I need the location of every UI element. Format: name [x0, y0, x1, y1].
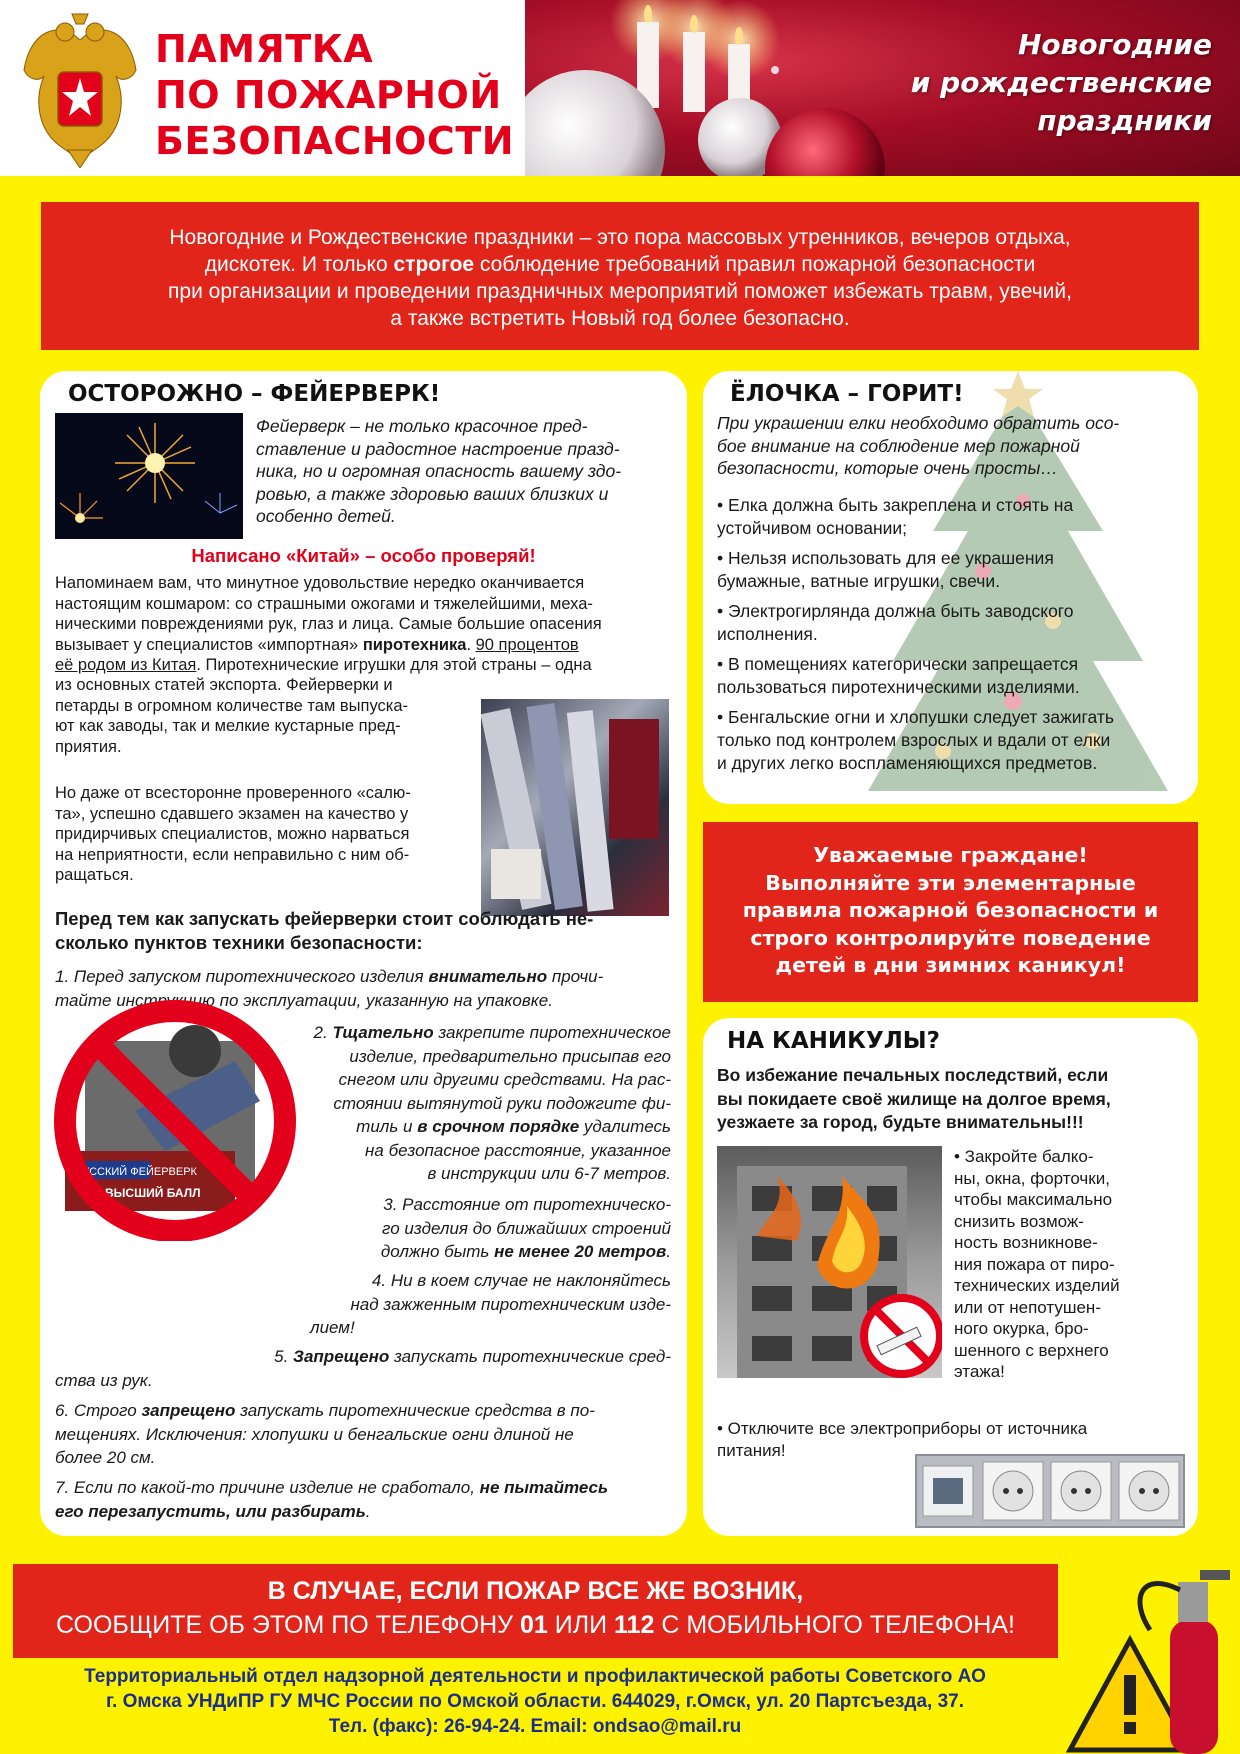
step-text: запускать пиротехнические средства в по-	[235, 1401, 595, 1420]
bullet-line: пользоваться пиротехническими изделиями.	[717, 677, 1080, 697]
para-line: та», успешно сдавшего экзамен на качество у	[55, 804, 409, 823]
header-left	[0, 0, 525, 176]
burning-building-photo	[717, 1146, 942, 1378]
mchs-emblem-icon	[20, 10, 140, 168]
power-sockets-icon	[917, 1456, 1183, 1526]
header-subtitle	[832, 26, 1212, 140]
tree-bullet	[717, 600, 1187, 646]
para-line	[55, 635, 671, 656]
intro-line: Новогодние и Рождественские праздники – это пора массовых утренников, вечеров отдыха,	[169, 226, 1071, 249]
intro-text: дискотек. И только	[204, 253, 394, 276]
rules-heading-line: Перед тем как запускать фейерверки стоит соблюдать не-	[55, 908, 594, 929]
step-emphasis: запрещено	[141, 1401, 236, 1420]
step-text: 2.	[313, 1023, 333, 1042]
lead-line: вы покидаете своё жилище на долгое время,	[717, 1088, 1111, 1109]
para-line: петарды в огромном количестве там выпуска-	[55, 696, 409, 715]
para-line: приятия.	[55, 737, 122, 756]
step-6	[55, 1399, 671, 1470]
bullet-line: устойчивом основании;	[717, 518, 908, 538]
tree-bullet	[717, 547, 1187, 593]
lead-line: безопасности, которые очень просты…	[717, 458, 1058, 478]
intro-line: при организации и проведении праздничных мероприятий поможет избежать травм, увечий,	[168, 280, 1072, 303]
building-fire-image	[717, 1146, 942, 1378]
fire-extinguisher-icon	[1060, 1560, 1240, 1754]
bullet-line: • Елка должна быть закреплена и стоять на	[717, 495, 1074, 515]
step-line	[320, 1240, 671, 1264]
bullet-line: только под контролем взрослых и вдали от елки	[717, 730, 1111, 750]
subtitle-line: Новогодние	[1017, 28, 1212, 61]
step-text: удалитесь	[579, 1117, 671, 1136]
notice-text	[703, 842, 1198, 980]
no-fireworks-sign-icon	[45, 991, 300, 1241]
lead-line: Фейерверк – не только красочное пред-	[256, 416, 588, 436]
intro-emphasis: строгое	[393, 253, 475, 276]
citizens-notice	[703, 822, 1198, 1002]
step-line: изделие, предварительно присыпав его	[349, 1046, 671, 1066]
bullet-line: исполнения.	[717, 624, 818, 644]
para-line: Напоминаем вам, что минутное удовольствие нередко оканчивается	[55, 574, 585, 592]
bullet-line: или от непотушен-	[954, 1297, 1101, 1317]
step-2	[286, 1021, 671, 1186]
alert-text: СООБЩИТЕ ОБ ЭТОМ ПО ТЕЛЕФОНУ	[56, 1611, 520, 1639]
pyrotechnics-photo	[481, 699, 669, 916]
title-line: ПО ПОЖАРНОЙ	[155, 73, 502, 117]
alert-text: С МОБИЛЬНОГО ТЕЛЕФОНА!	[654, 1611, 1015, 1639]
intro-line: а также встретить Новый год более безопасно.	[390, 307, 850, 330]
bullet-line: • Отключите все электроприборы от источника	[717, 1419, 1088, 1438]
bullet-line: ны, окна, форточки,	[954, 1168, 1110, 1188]
step-text: прочи-	[547, 967, 604, 986]
step-line: над зажженным пиротехническим изде-	[350, 1294, 671, 1314]
fireworks-panel	[40, 371, 687, 1536]
step-line: 3. Расстояние от пиротехническо-	[383, 1195, 671, 1214]
notice-line: Уважаемые граждане!	[813, 843, 1088, 867]
footer-line: Тел. (факс): 26-94-24. Email: ondsao@mail.ru	[328, 1716, 742, 1737]
bullet-line: ния пожара от пиро-	[954, 1254, 1115, 1274]
lead-line: Во избежание печальных последствий, если	[717, 1065, 1109, 1085]
step-line: стоянии вытянутой руки подожгите фи-	[333, 1093, 671, 1113]
rules-heading	[55, 907, 671, 955]
lead-line: особенно детей.	[256, 506, 396, 526]
bullet-line: • Бенгальские огни и хлопушки следует зажигать	[717, 707, 1115, 727]
holiday-panel	[703, 1018, 1198, 1536]
header	[0, 0, 1240, 176]
fireworks-lead	[256, 415, 668, 528]
step-emphasis: внимательно	[428, 967, 548, 986]
step-line: 4. Ни в коем случае не наклоняйтесь	[371, 1271, 671, 1290]
step-emphasis: Тщательно	[332, 1023, 434, 1042]
para-line: придирчивых специалистов, можно нарваться	[55, 825, 410, 843]
footer-contacts	[20, 1664, 1050, 1739]
step-text: .	[365, 1501, 371, 1521]
para-line: ращаться.	[55, 866, 134, 884]
bullet-line: • Закройте балко-	[954, 1147, 1094, 1166]
box-label: РУССКИЙ ФЕЙЕРВЕРК	[75, 1166, 197, 1178]
bullet-line: снизить возмож-	[954, 1211, 1084, 1231]
para-line: ют как заводы, так и мелкие кустарные пред-	[55, 717, 401, 735]
fireworks-heading: ОСТОРОЖНО – ФЕЙЕРВЕРК!	[68, 381, 441, 407]
fireworks-para1	[55, 573, 671, 676]
step-7	[55, 1476, 671, 1523]
step-text: .	[666, 1242, 671, 1261]
para-line: ническими повреждениями рук, глаз и лица. Самые большие опасения	[55, 615, 602, 633]
china-warning: Написано «Китай» – особо проверяй!	[191, 545, 536, 566]
step-line	[55, 1345, 671, 1369]
step-text: должно быть	[380, 1242, 495, 1261]
lead-line: ровью, а также здоровью ваших близких и	[256, 483, 609, 504]
phone-number: 112	[614, 1611, 655, 1639]
bullet-line: технических изделий	[954, 1276, 1120, 1295]
step-emphasis: не менее 20 метров	[494, 1242, 667, 1261]
step-5	[55, 1345, 671, 1392]
step-line: тайте инструкцию по эксплуатации, указанную на упаковке.	[55, 990, 553, 1010]
lead-line: При украшении елки необходимо обратить осо-	[717, 413, 1120, 433]
step-line: ства из рук.	[55, 1370, 153, 1390]
bullet-line: ность возникнове-	[954, 1233, 1098, 1252]
bullet-line: и других легко воспламеняющихся предметов.	[717, 753, 1098, 773]
rules-heading-line: сколько пунктов техники безопасности:	[55, 932, 423, 953]
step-line	[55, 965, 671, 989]
subtitle-line: и рождественские	[910, 66, 1212, 99]
step-emphasis: его перезапустить, или разбирать	[55, 1501, 366, 1521]
emergency-alert	[13, 1564, 1058, 1658]
page-title	[155, 26, 515, 164]
step-line: на безопасное расстояние, указанное	[365, 1140, 671, 1160]
step-line	[286, 1115, 671, 1139]
fireworks-para1-rest	[55, 675, 475, 757]
phone-number: 01	[519, 1611, 548, 1639]
tree-bullet	[717, 653, 1187, 699]
bullet-line: бумажные, ватные игрушки, свечи.	[717, 571, 1001, 591]
bullet-line: шенного с верхнего	[954, 1340, 1109, 1360]
step-line	[55, 1399, 671, 1423]
step-line: лием!	[310, 1318, 355, 1337]
tree-bullets	[717, 494, 1187, 782]
alert-text: ИЛИ	[547, 1611, 615, 1639]
step-line: снегом или другими средствами. На рас-	[338, 1070, 671, 1089]
step-3	[320, 1193, 671, 1264]
fireworks-photo	[55, 413, 243, 539]
para-line: Но даже от всесторонне проверенного «салю-	[55, 784, 411, 802]
para-text: вызывает у специалистов «импортная»	[55, 635, 363, 654]
step-text: тиль и	[356, 1117, 418, 1136]
holiday-heading: НА КАНИКУЛЫ?	[727, 1028, 940, 1054]
bullet-line: • В помещениях категорически запрещается	[717, 654, 1079, 674]
bullet-line: • Нельзя использовать для ее украшения	[717, 548, 1054, 568]
fireworks-para2	[55, 783, 475, 886]
bullet-line: чтобы максимально	[954, 1190, 1113, 1209]
notice-line: детей в дни зимних каникул!	[775, 953, 1126, 977]
bullet-line: ного окурка, бро-	[954, 1319, 1089, 1338]
bullet-line: • Электрогирлянда должна быть заводского	[717, 601, 1074, 621]
para-underline: 90 процентов	[475, 635, 579, 654]
step-line: в инструкции или 6-7 метров.	[427, 1164, 671, 1183]
lead-line: ставление и радостное настроение празд-	[256, 438, 620, 459]
step-text: 7. Если по какой-то причине изделие не сработало,	[55, 1478, 480, 1497]
holiday-lead	[717, 1064, 1187, 1135]
para-text: .	[466, 635, 476, 654]
footer-line: Территориальный отдел надзорной деятельности и профилактической работы Советского АО	[84, 1666, 986, 1687]
power-sockets-photo	[915, 1454, 1185, 1528]
footer-line: г. Омска УНДиПР ГУ МЧС России по Омской области. 644029, г.Омск, ул. 20 Партсъезда, 37.	[106, 1691, 964, 1712]
step-line: го изделия до ближайших строений	[382, 1218, 671, 1238]
para-underline: её родом из Китая	[55, 656, 197, 674]
step-text: 1. Перед запуском пиротехнического изделия	[55, 967, 429, 986]
step-line: мещениях. Исключения: хлопушки и бенгальские огни длиной не	[55, 1424, 574, 1444]
para-line	[55, 655, 671, 676]
para-line: на неприятности, если неправильно с ним об-	[55, 845, 410, 864]
para-emphasis: пиротехника	[362, 635, 467, 654]
bullet-line: питания!	[717, 1441, 786, 1460]
title-line: ПАМЯТКА	[155, 27, 374, 71]
intro-banner	[41, 202, 1199, 350]
para-line: из основных статей экспорта. Фейерверки и	[55, 676, 393, 694]
para-text: . Пиротехнические игрушки для этой страны – одна	[196, 656, 592, 674]
intro-line	[71, 251, 1169, 278]
step-line	[286, 1021, 671, 1045]
step-text: закрепите пиротехническое	[433, 1023, 671, 1042]
fireworks-image	[55, 413, 243, 539]
alert-line: В СЛУЧАЕ, ЕСЛИ ПОЖАР ВСЕ ЖЕ ВОЗНИК,	[267, 1577, 804, 1605]
tree-heading: ЁЛОЧКА – ГОРИТ!	[730, 381, 964, 407]
tree-bullet	[717, 706, 1187, 775]
lead-line: уезжаете за город, будьте внимательны!!!	[717, 1112, 1084, 1132]
step-emphasis: не пытайтесь	[479, 1478, 609, 1497]
intro-text: соблюдение требований правил пожарной безопасности	[474, 253, 1036, 276]
step-text: запускать пиротехнические сред-	[389, 1347, 671, 1366]
lead-line: ника, но и огромная опасность вашему здо-	[256, 461, 622, 481]
title-line: БЕЗОПАСНОСТИ	[155, 119, 515, 163]
bullet-line: этажа!	[954, 1362, 1005, 1381]
step-emphasis: Запрещено	[293, 1347, 390, 1366]
step-emphasis: в срочном порядке	[417, 1117, 580, 1136]
para-line: настоящим кошмаром: со страшными ожогами и тяжелейшими, меха-	[55, 594, 593, 613]
subtitle-line: праздники	[1037, 104, 1212, 137]
alert-line	[13, 1611, 1058, 1640]
step-4	[280, 1269, 671, 1340]
step-line	[55, 1476, 671, 1500]
pyrotechnics-image	[481, 699, 669, 916]
notice-line: строго контролируйте поведение	[750, 925, 1151, 950]
box-label: ВЫСШИЙ БАЛЛ	[105, 1186, 201, 1200]
step-text: 5.	[274, 1347, 294, 1366]
notice-line: Выполняйте эти элементарные	[765, 870, 1136, 895]
header-banner	[525, 0, 1240, 176]
holiday-bullet-1	[954, 1146, 1186, 1383]
tree-panel	[703, 371, 1198, 804]
lead-line: бое внимание на соблюдение мер пожарной	[717, 435, 1080, 456]
notice-line: правила пожарной безопасности и	[742, 898, 1159, 922]
step-line	[55, 1500, 671, 1524]
tree-bullet	[717, 494, 1187, 540]
step-line: более 20 см.	[55, 1448, 156, 1467]
step-text: 6. Строго	[55, 1401, 142, 1420]
tree-lead	[717, 412, 1185, 480]
